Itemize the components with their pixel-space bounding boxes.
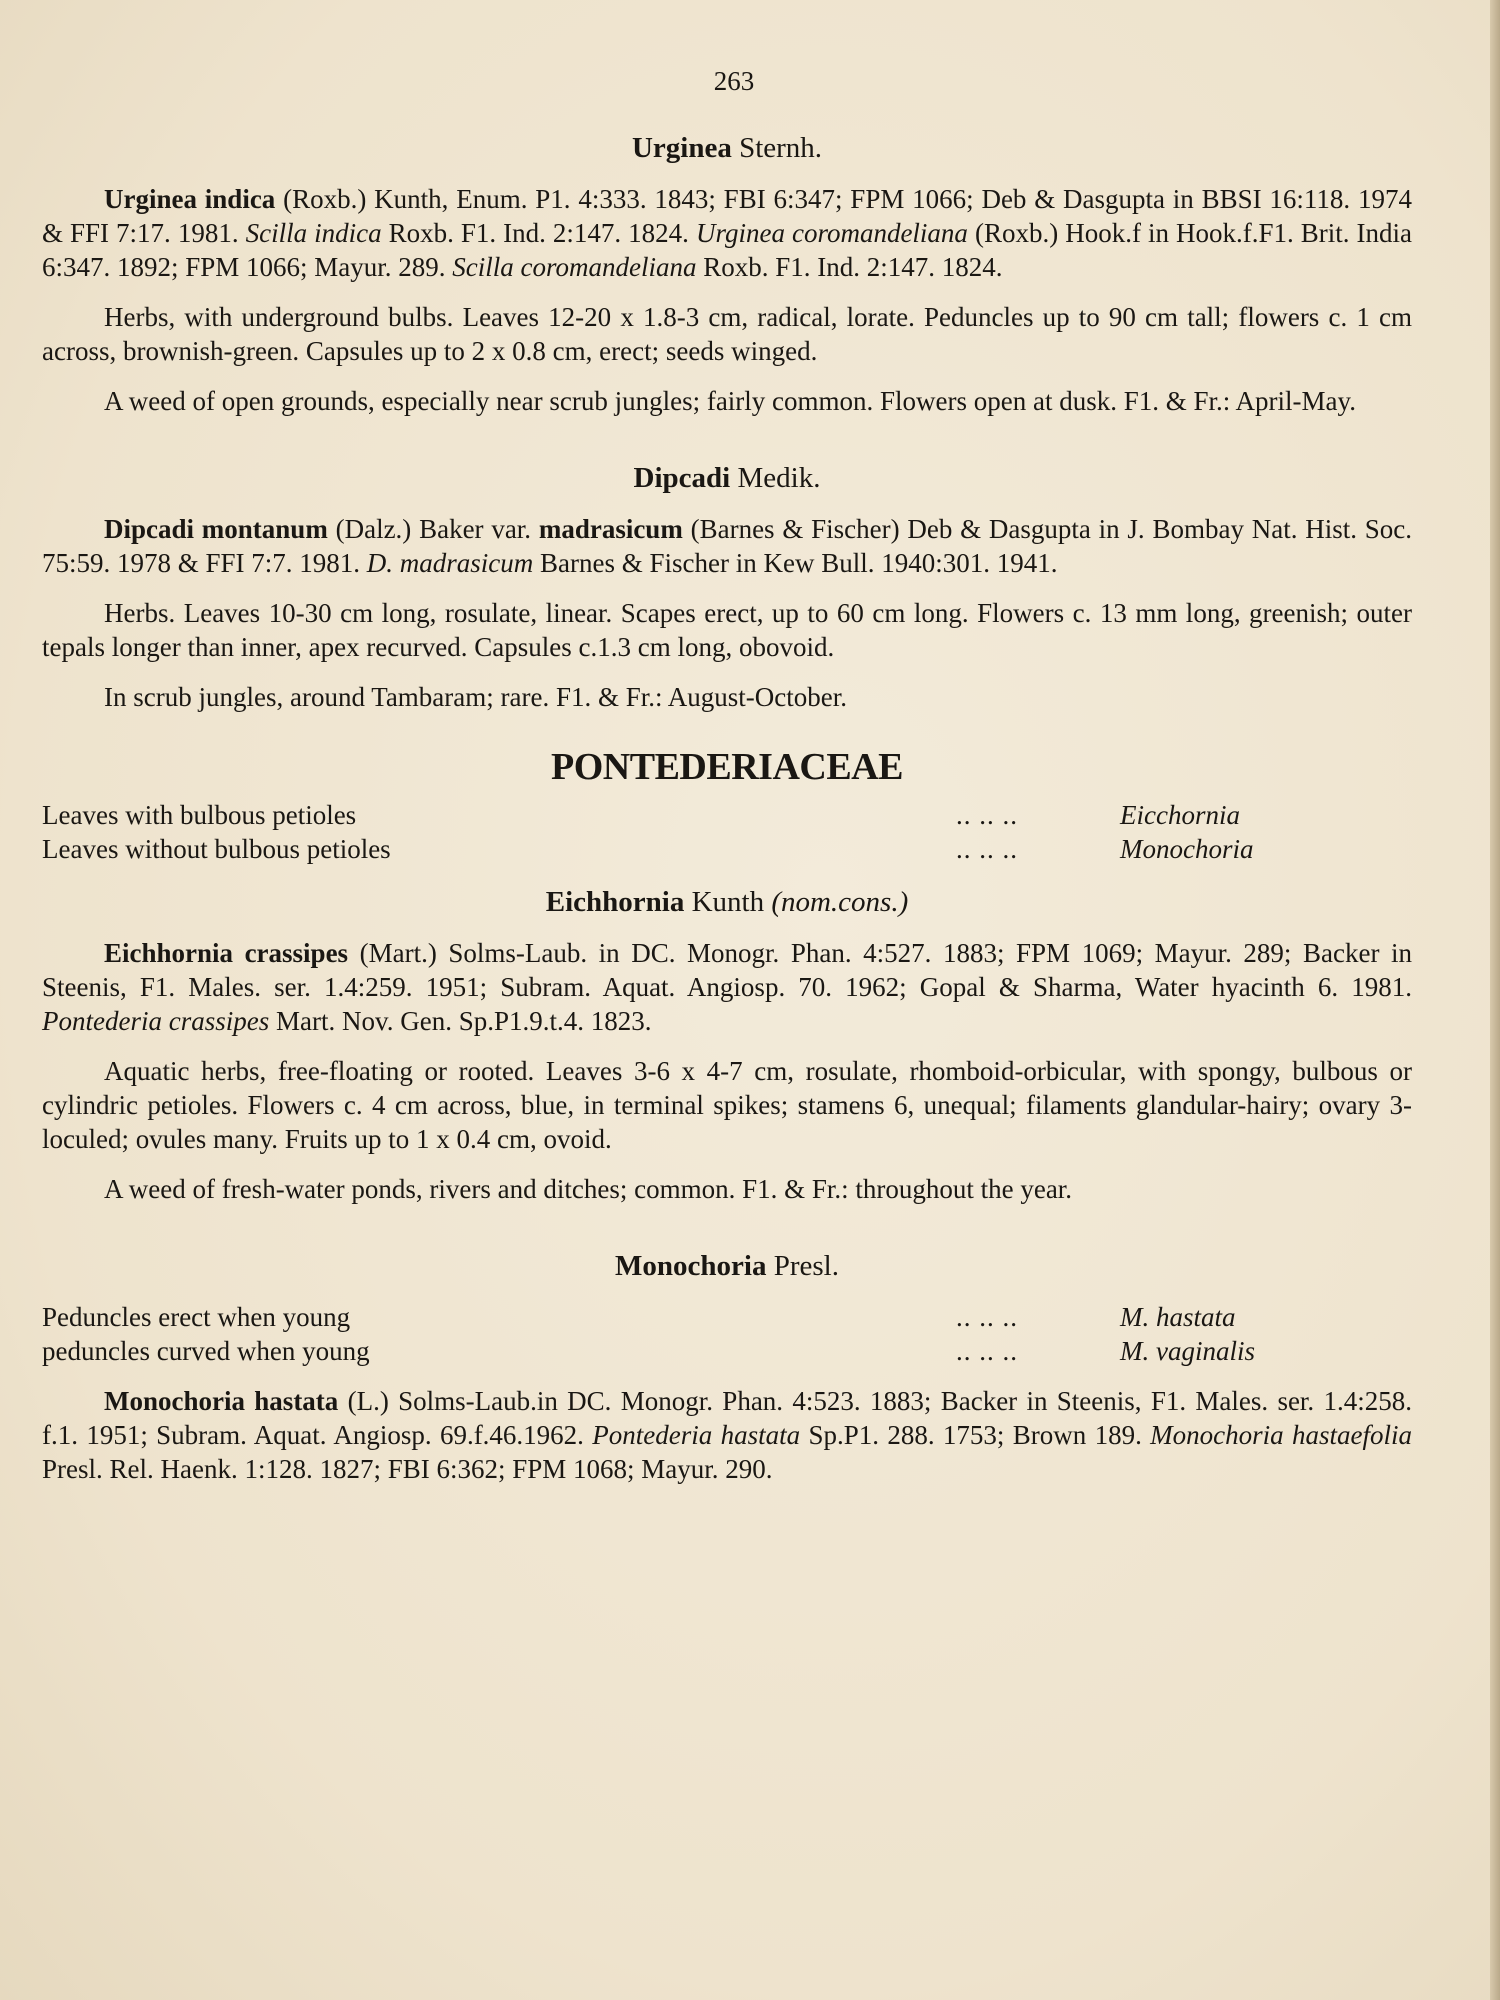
citation-text: Presl. Rel. Haenk. 1:128. 1827; FBI 6:362; FPM 1068; Mayur. 290. [42, 1454, 773, 1484]
species-ecology: In scrub jungles, around Tambaram; rare. F1. & Fr.: August-October. [104, 682, 847, 712]
synonym: Scilla coromandeliana [452, 252, 697, 282]
species-name: Eichhornia crassipes [104, 938, 349, 968]
synonym: Urginea coromandeliana [695, 218, 968, 248]
genus-name: Monochoria [615, 1250, 767, 1282]
genus-author: Presl. [773, 1250, 839, 1282]
species-name: Monochoria hastata [104, 1386, 339, 1416]
species-description: Aquatic herbs, free-floating or rooted. Leaves 3-6 x 4-7 cm, rosulate, rhomboid-orbicular, with spongy, bulbous or cylindric petioles. Flowers c. 4 cm across, blue, in terminal spikes; stamens 6, unequal; filaments glandular-hairy; ovary 3-loculed; ovules many. Fruits up to 1 x 0.4 cm, ovoid. [42, 1056, 1412, 1154]
key-row [42, 1334, 1412, 1368]
species-citation-eichhornia-crassipes [42, 936, 1412, 1038]
species-name: Dipcadi montanum [104, 514, 328, 544]
species-description: Herbs. Leaves 10-30 cm long, rosulate, linear. Scapes erect, up to 60 cm long. Flowers c. 13 mm long, greenish; outer tepals longer than inner, apex recurved. Capsules c.1.3 cm long, obovoid. [42, 598, 1412, 662]
key-leader: .. .. .. [956, 1336, 1018, 1366]
synonym: Pontederia crassipes [42, 1006, 270, 1036]
citation-text: (Dalz.) Baker var. [327, 514, 539, 544]
key-text: Leaves without bulbous petioles [42, 834, 391, 864]
variety-name: madrasicum [538, 514, 683, 544]
key-leader: .. .. .. [956, 800, 1018, 830]
genus-name: Eichhornia [545, 886, 685, 918]
genus-heading-urginea [42, 128, 1412, 168]
genus-key [42, 798, 1412, 866]
genus-heading-eichhornia [42, 882, 1412, 922]
genus-note: (nom.cons.) [771, 886, 909, 918]
citation-text: Barnes & Fischer in Kew Bull. 1940:301. 1941. [533, 548, 1058, 578]
key-text: Peduncles erect when young [42, 1302, 351, 1332]
species-citation-monochoria-hastata [42, 1384, 1412, 1486]
synonym: Scilla indica [245, 218, 382, 248]
family-heading: PONTEDERIACEAE [551, 746, 903, 788]
species-key [42, 1300, 1412, 1368]
key-row [42, 798, 1412, 832]
genus-author: Kunth [691, 886, 765, 918]
citation-text: Sp.P1. 288. 1753; Brown 189. [800, 1420, 1151, 1450]
genus-heading-dipcadi [42, 458, 1412, 498]
genus-author: Medik. [737, 462, 821, 494]
citation-text: (Mart.) Solms-Laub. in DC. Monogr. Phan. 4:527. 1883; FPM 1069; Mayur. 289; Backer in Steenis, F1. Males. ser. 1.4:259. 1951; Subram. Aquat. Angiosp. 70. 1962; Gopal & Sharma, Water hyacinth 6. 1981. [42, 938, 1412, 1002]
key-genus: Monochoria [1120, 834, 1254, 864]
genus-name: Urginea [631, 132, 732, 164]
citation-text: (L.) Solms-Laub.in DC. Monogr. Phan. 4:523. 1883; Backer in Steenis, F1. Males. ser. 1.4:258. f.1. 1951; Subram. Aquat. Angiosp. 69.f.46.1962. [42, 1386, 1412, 1450]
synonym: D. madrasicum [366, 548, 534, 578]
key-row [42, 1300, 1412, 1334]
citation-text: Mart. Nov. Gen. Sp.P1.9.t.4. 1823. [269, 1006, 652, 1036]
key-species: M. hastata [1120, 1302, 1236, 1332]
species-ecology: A weed of fresh-water ponds, rivers and ditches; common. F1. & Fr.: throughout the year. [104, 1174, 1073, 1204]
key-species: M. vaginalis [1120, 1336, 1255, 1366]
key-text: Leaves with bulbous petioles [42, 800, 357, 830]
genus-author: Sternh. [739, 132, 823, 164]
genus-name: Dipcadi [633, 462, 731, 494]
key-row [42, 832, 1412, 866]
key-leader: .. .. .. [956, 834, 1018, 864]
key-genus: Eicchornia [1120, 800, 1240, 830]
citation-text: (Barnes & Fischer) Deb & Dasgupta in J. Bombay Nat. Hist. Soc. 75:59. 1978 & FFI 7:7. 1981. [42, 514, 1413, 578]
synonym: Pontederia hastata [592, 1420, 801, 1450]
citation-text: (Roxb.) Hook.f in Hook.f.F1. Brit. India 6:347. 1892; FPM 1066; Mayur. 289. [42, 218, 1412, 282]
key-text: peduncles curved when young [42, 1336, 370, 1366]
page-edge [1490, 0, 1500, 2000]
page-number: 263 [713, 66, 755, 96]
synonym: Monochoria hastaefolia [1150, 1420, 1412, 1450]
citation-text: Roxb. F1. Ind. 2:147. 1824. [696, 252, 1003, 282]
citation-text: (Roxb.) Kunth, Enum. P1. 4:333. 1843; FBI 6:347; FPM 1066; Deb & Dasgupta in BBSI 16:118. 1974 & FFI 7:17. 1981. [42, 184, 1412, 248]
species-citation-urginea-indica [42, 182, 1412, 284]
species-ecology: A weed of open grounds, especially near scrub jungles; fairly common. Flowers open at dusk. F1. & Fr.: April-May. [104, 386, 1357, 416]
species-citation-dipcadi-montanum [42, 512, 1412, 580]
species-description: Herbs, with underground bulbs. Leaves 12-20 x 1.8-3 cm, radical, lorate. Peduncles up to 90 cm tall; flowers c. 1 cm across, brownish-green. Capsules up to 2 x 0.8 cm, erect; seeds winged. [42, 302, 1412, 366]
genus-heading-monochoria [42, 1246, 1412, 1286]
page-content [42, 128, 1412, 1502]
key-leader: .. .. .. [956, 1302, 1018, 1332]
citation-text: Roxb. F1. Ind. 2:147. 1824. [381, 218, 696, 248]
species-name: Urginea indica [104, 184, 276, 214]
